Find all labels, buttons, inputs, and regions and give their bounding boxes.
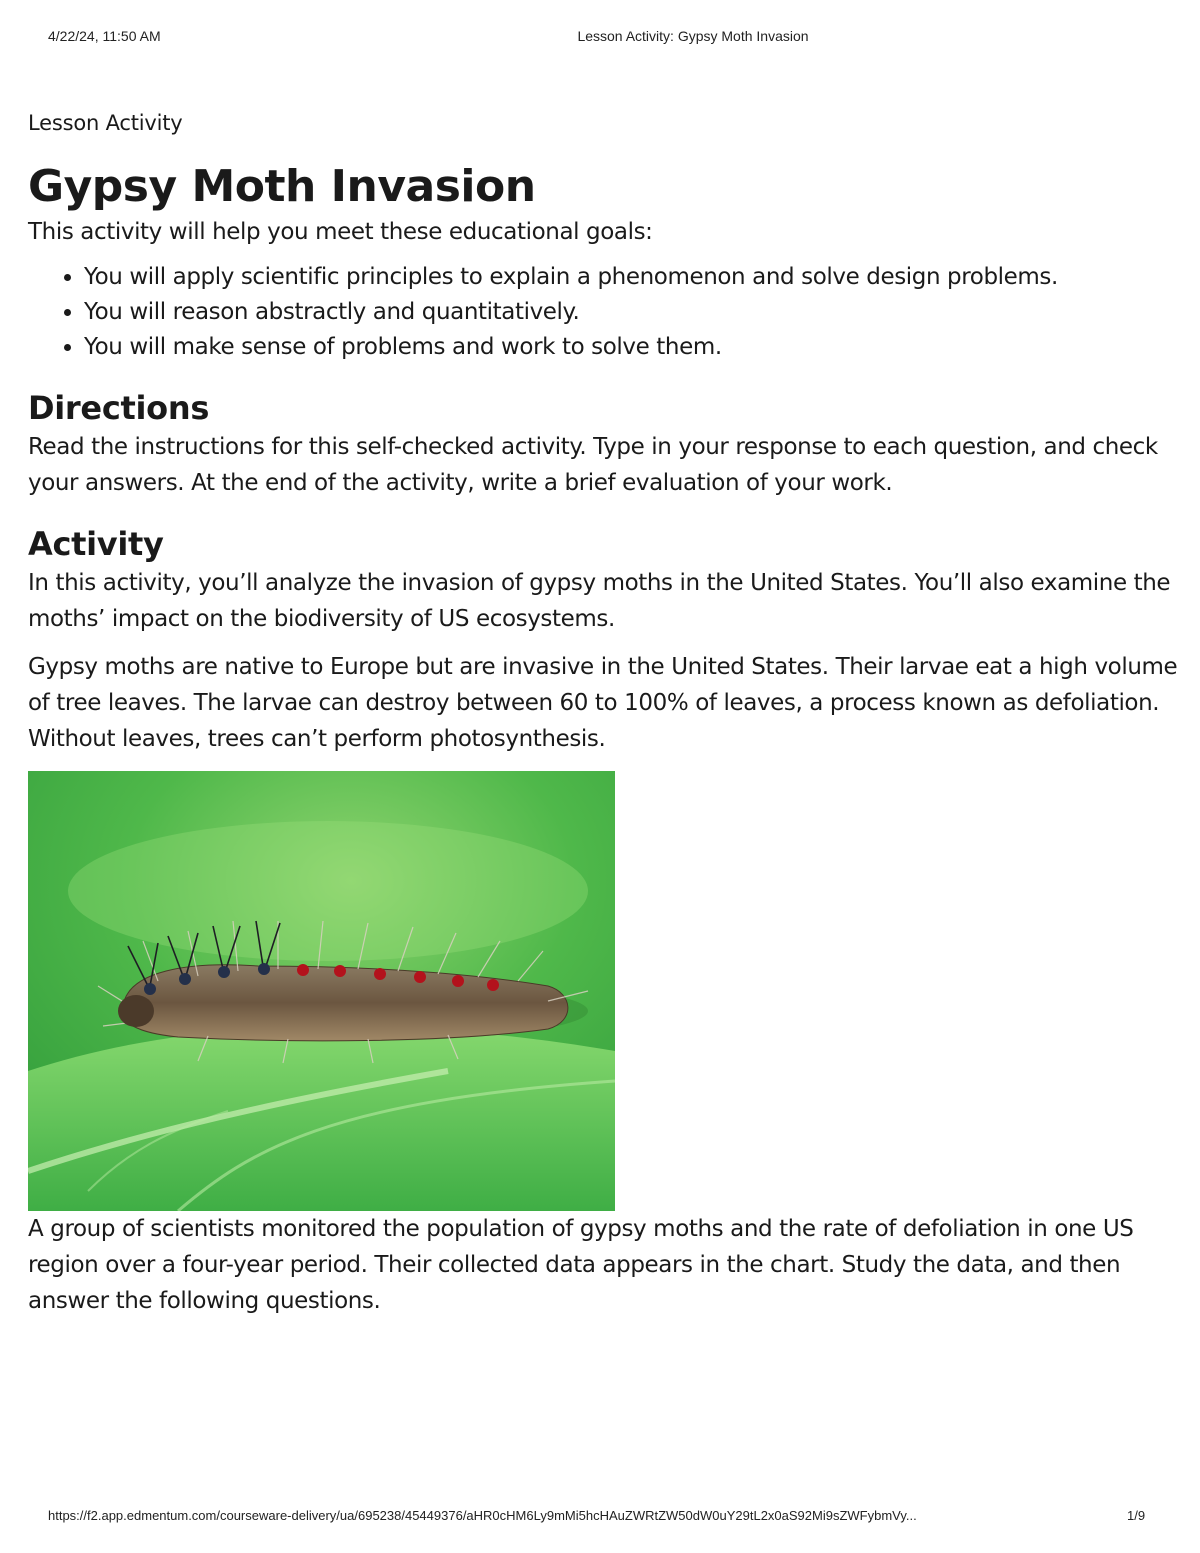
activity-paragraph-1: In this activity, you’ll analyze the invasion of gypsy moths in the United States. You’ll also examine the moths’ impact on the biodiversity of US ecosystems.	[28, 570, 1171, 632]
print-datetime: 4/22/24, 11:50 AM	[48, 28, 161, 44]
directions-heading: Directions	[28, 389, 210, 427]
goals-intro: This activity will help you meet these educational goals:	[28, 219, 653, 245]
goal-item: • You will make sense of problems and work to solve them.	[84, 330, 1178, 365]
goals-list	[28, 260, 1178, 365]
activity-heading: Activity	[28, 525, 164, 563]
lesson-kicker: Lesson Activity	[28, 111, 183, 135]
lesson-content	[28, 108, 1178, 1319]
print-url: https://f2.app.edmentum.com/courseware-delivery/ua/695238/45449376/aHR0cHM6Ly9mMi5hcHAuZWRtZW50dW0uY29tL2x0aS92Mi9sZWFybmVy...	[48, 1508, 917, 1523]
goal-item: • You will apply scientific principles to explain a phenomenon and solve design problems.	[84, 260, 1178, 295]
activity-paragraph-2: Gypsy moths are native to Europe but are invasive in the United States. Their larvae eat a high volume of tree leaves. The larvae can destroy between 60 to 100% of leaves, a process known as defoliation. Without leaves, trees can’t perform photosynthesis.	[28, 654, 1178, 752]
caterpillar-photo	[28, 771, 615, 1211]
print-page-number: 1/9	[1127, 1508, 1146, 1523]
print-header	[0, 28, 1200, 48]
page-title: Gypsy Moth Invasion	[28, 161, 536, 212]
directions-text: Read the instructions for this self-checked activity. Type in your response to each question, and check your answers. At the end of the activity, write a brief evaluation of your work.	[28, 434, 1158, 496]
print-doc-title: Lesson Activity: Gypsy Moth Invasion	[577, 28, 809, 44]
goal-item: • You will reason abstractly and quantitatively.	[84, 295, 1178, 330]
print-footer	[0, 1508, 1200, 1528]
activity-paragraph-3: A group of scientists monitored the population of gypsy moths and the rate of defoliation in one US region over a four-year period. Their collected data appears in the chart. Study the data, and then answer the following questions.	[28, 1216, 1134, 1314]
